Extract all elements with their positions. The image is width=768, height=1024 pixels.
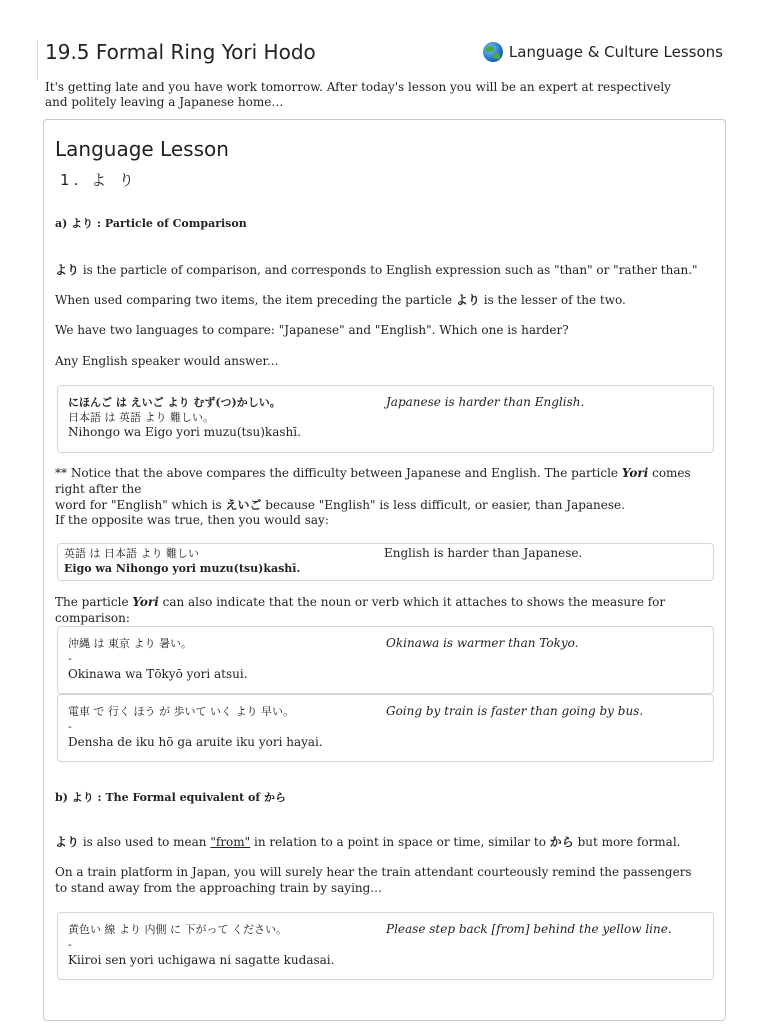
example-kanji: 日本語 は 英語 より 難しい。 bbox=[68, 411, 214, 424]
paragraph: If the opposite was true, then you would say: bbox=[55, 513, 329, 527]
course-label: Language & Culture Lessons bbox=[508, 43, 723, 61]
example-translation: Okinawa is warmer than Tokyo. bbox=[386, 636, 579, 650]
paragraph: We have two languages to compare: "Japanese" and "English". Which one is harder? bbox=[55, 323, 569, 337]
example-romaji: Kiiroi sen yori uchigawa ni sagatte kudasai. bbox=[68, 953, 335, 967]
example-box bbox=[57, 543, 714, 581]
page-title: 19.5 Formal Ring Yori Hodo bbox=[45, 40, 316, 64]
example-kanji: 英語 は 日本語 より 難しい bbox=[64, 547, 199, 560]
paragraph: When used comparing two items, the item preceding the particle より is the lesser of the two. bbox=[55, 293, 626, 307]
globe-icon bbox=[483, 42, 503, 62]
example-translation: Going by train is faster than going by bus. bbox=[386, 704, 644, 718]
example-box bbox=[57, 694, 714, 762]
intro-text: It's getting late and you have work tomorrow. After today's lesson you will be an expert at respectively and politely leaving a Japanese home… bbox=[45, 80, 671, 109]
paragraph: On a train platform in Japan, you will surely hear the train attendant courteously remind the passengers to stand away from the approaching train by saying... bbox=[55, 865, 692, 895]
example-dash: - bbox=[68, 652, 72, 665]
example-kanji: 沖縄 は 東京 より 暑い。 bbox=[68, 637, 192, 650]
paragraph: Any English speaker would answer... bbox=[55, 354, 279, 368]
section-a-heading: a) より : Particle of Comparison bbox=[55, 217, 247, 230]
course-link[interactable] bbox=[483, 42, 723, 62]
example-dash: - bbox=[68, 720, 72, 733]
example-romaji: Okinawa wa Tōkyō yori atsui. bbox=[68, 667, 248, 681]
note-paragraph: ** Notice that the above compares the difficulty between Japanese and English. The particle Yori comes right after the word for "English" which is えいご because "English" is less difficult, or easier, than Japanese. bbox=[55, 466, 691, 512]
example-translation: Japanese is harder than English. bbox=[386, 395, 585, 409]
from-link: "from" bbox=[210, 835, 251, 849]
example-translation: English is harder than Japanese. bbox=[384, 546, 583, 560]
paragraph: The particle Yori can also indicate that the noun or verb which it attaches to shows the measure for comparison: bbox=[55, 595, 666, 625]
paragraph: より is also used to mean "from" in relation to a point in space or time, similar to から but more formal. bbox=[55, 835, 681, 849]
example-box bbox=[57, 912, 714, 980]
example-box bbox=[57, 626, 714, 694]
example-kana: にほんご は えいご より むず(つ)かしい。 bbox=[68, 396, 281, 409]
example-romaji: Densha de iku hō ga aruite iku yori hayai. bbox=[68, 735, 323, 749]
lesson-subheading: 1. よ り bbox=[60, 171, 138, 189]
example-translation: Please step back [from] behind the yellow line. bbox=[386, 922, 672, 936]
example-kanji: 電車 で 行く ほう が 歩いて いく より 早い。 bbox=[68, 705, 294, 718]
example-romaji: Nihongo wa Eigo yori muzu(tsu)kashī. bbox=[68, 425, 301, 439]
lesson-heading: Language Lesson bbox=[55, 137, 229, 161]
example-romaji: Eigo wa Nihongo yori muzu(tsu)kashī. bbox=[64, 562, 301, 575]
example-box bbox=[57, 385, 714, 453]
left-rule bbox=[37, 40, 38, 80]
example-dash: - bbox=[68, 938, 72, 951]
paragraph: より is the particle of comparison, and corresponds to English expression such as "than" or "rather than." bbox=[55, 263, 698, 277]
example-kanji: 黄色い 線 より 内側 に 下がって ください。 bbox=[68, 923, 287, 936]
section-b-heading: b) より : The Formal equivalent of から bbox=[55, 791, 286, 804]
